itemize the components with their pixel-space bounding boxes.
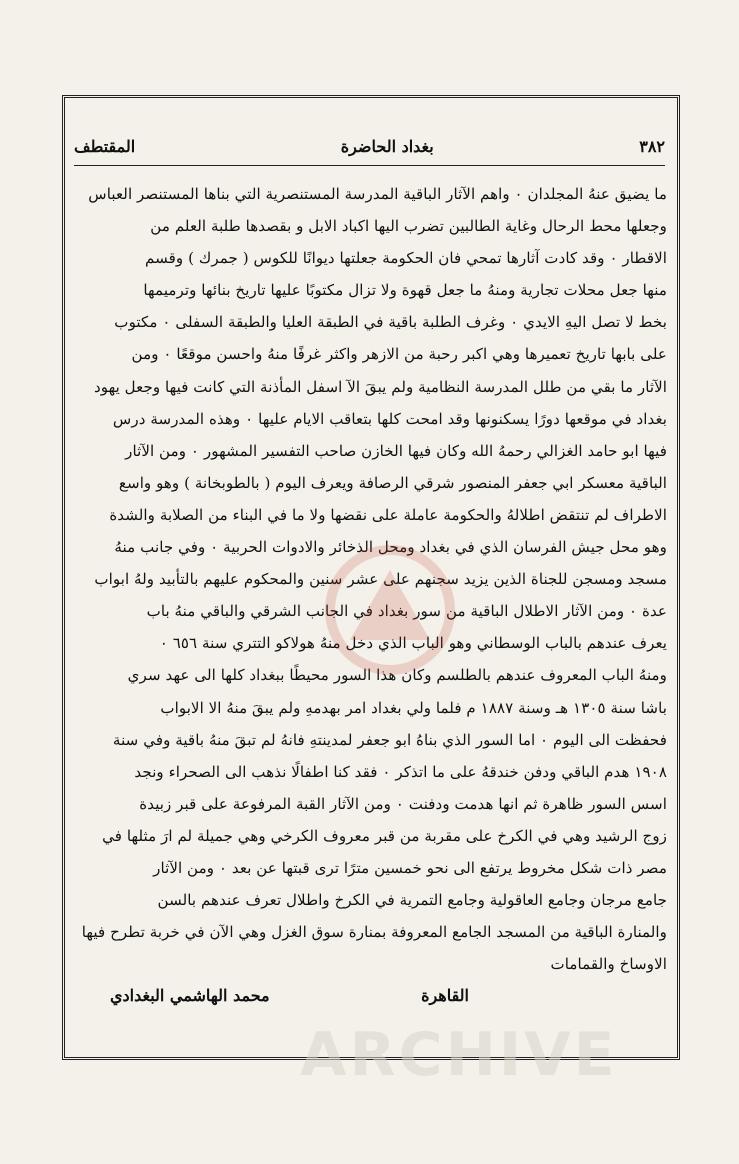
text-line: الاطراف لم تنتقض اطلالهُ والحكومة عاملة على نقضها ولا ما في البناء من الصلابة والشدة xyxy=(109,505,667,524)
text-line: فيها ابو حامد الغزالي رحمهُ الله وكان فيها الخازن صاحب التفسير المشهور ٠ ومن الآثار xyxy=(125,441,667,460)
text-line: الباقية معسكر ابي جعفر المنصور شرقي الرصافة ويعرف اليوم ( بالطوبخانة ) وهو واسع xyxy=(118,473,667,492)
text-line: على بابها تاريخ تعميرها وهي اكبر رحبة من الازهر واكثر غرفًا منهُ واحسن موقعًا ٠ ومن xyxy=(131,345,667,364)
running-header xyxy=(74,132,665,160)
article-title: بغداد الحاضرة xyxy=(340,136,434,156)
watermark-text: ARCHIVE xyxy=(300,1020,618,1090)
text-line: والمنارة الباقية من المسجد الجامع المعروفة بمنارة سوق الغزل وهي الآن في خربة تطرح فيها xyxy=(81,923,667,942)
text-line: عدة ٠ ومن الآثار الاطلال الباقية من سور بغداد في الجانب الشرقي والباقي منهُ باب xyxy=(146,602,667,621)
text-line: ومنهُ الباب المعروف عندهم بالطلسم وكان هذا السور محيطًا ببغداد كلها الى عهد سري xyxy=(127,666,667,685)
text-line: بخط لا تصل اليهِ الايدي ٠ وغرف الطلبة باقية في الطبقة العليا والطبقة السفلى ٠ مكتوب xyxy=(114,313,667,332)
signature-place: القاهرة xyxy=(421,986,469,1005)
text-line: منها جعل محلات تجارية ومنهُ ما جعل قهوة ولا تزال مكتوبًا عليها تاريخ بنائها وترميمها xyxy=(143,281,667,300)
text-line: وجعلها محط الرحال وغاية الطالبين تضرب اليها اكباد الابل و بقصدها طلبة العلم من xyxy=(150,217,667,236)
text-line: الآثار ما بقي من طلل المدرسة النظامية ولم يبقَ الآ اسفل المأذنة التي كانت فيها وجعل يهود xyxy=(93,377,667,396)
text-line: مصر ذات شكل مخروط يرتفع الى نحو خمسين مترًا ترى قبتها عن بعد ٠ ومن الآثار xyxy=(153,858,667,877)
article-body xyxy=(74,178,667,980)
text-line: باشا سنة ١٣٠٥ هـ وسنة ١٨٨٧ م فلما ولي بغداد امر بهدمهِ ولم يبقَ منهُ الا الابواب xyxy=(160,698,667,717)
text-line: فحفظت الى اليوم ٠ اما السور الذي بناهُ ابو جعفر لمدينتهِ فانهُ لم تبقَ منهُ باقية وفي سنة xyxy=(112,730,667,749)
text-line: الاوساخ والقمامات xyxy=(550,955,667,974)
text-line: زوج الرشيد وهي في الكرخ على مقربة من قبر معروف الكرخي وهي جميلة لم ارَ مثلها في xyxy=(102,826,667,845)
header-rule xyxy=(74,165,665,166)
journal-name: المقتطف xyxy=(74,136,136,156)
text-line: اسس السور ظاهرة ثم انها هدمت ودفنت ٠ ومن الآثار القبة المرفوعة على قبر زبيدة xyxy=(139,794,667,813)
text-line: جامع مرجان وجامع العاقولية وجامع التمرية في الكرخ واطلال تعرف عندهم بالسن xyxy=(157,891,667,910)
signature-line xyxy=(110,986,469,1005)
text-line: ما يضيق عنهُ المجلدان ٠ واهم الآثار الباقية المدرسة المستنصرية التي بناها المستنصر العباس xyxy=(88,185,667,203)
text-line: وهو محل جيش الفرسان الذي في بغداد ومحل الذخائر والادوات الحربية ٠ وفي جانب منهُ xyxy=(114,538,667,557)
text-line: الاقطار ٠ وقد كادت آثارها تمحي فان الحكومة جعلتها ديوانًا للكوس ( جمرك ) وقسم xyxy=(145,249,667,268)
text-line: ١٩٠٨ هدم الباقي ودفن خندقهُ على ما اتذكر ٠ فقد كنا اطفالًا نذهب الى الصحراء ونجد xyxy=(134,762,667,781)
signature-author: محمد الهاشمي البغدادي xyxy=(110,986,270,1005)
text-line: يعرف عندهم بالباب الوسطاني وهو الباب الذي دخل منهُ هولاكو التتري سنة ٦٥٦ ٠ xyxy=(159,634,667,653)
text-line: بغداد في موقعها دورًا يسكنونها وقد امحت كلها بتعاقب الايام عليها ٠ وهذه المدرسة درس xyxy=(112,409,667,428)
page-number: ٣٨٢ xyxy=(639,136,665,156)
text-line: مسجد ومسجن للجناة الذين يزيد سجنهم على عشر سنين والمحكوم عليهم بالتأبيد ولهُ ابواب xyxy=(94,570,667,589)
